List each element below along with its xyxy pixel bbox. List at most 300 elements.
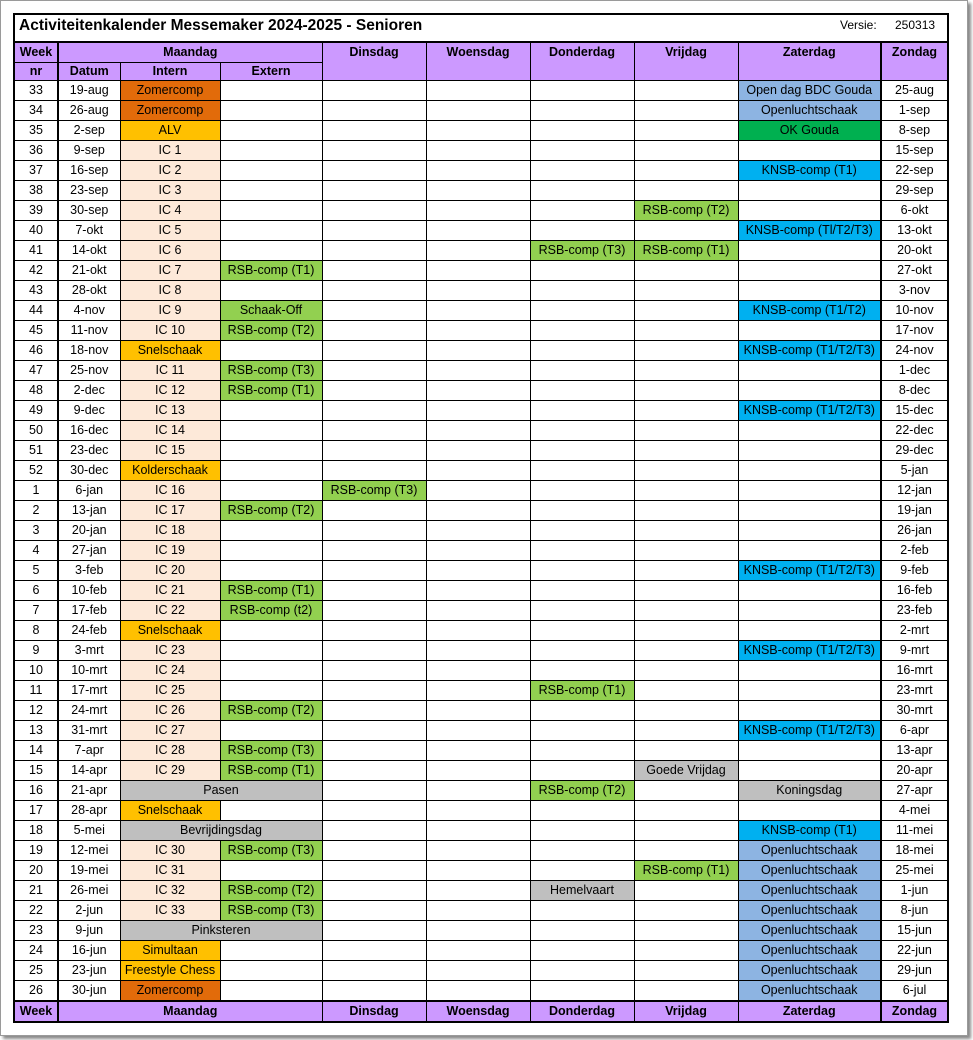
week-cell: 38 [14,181,58,201]
zaterdag-cell: Openluchtschaak [738,901,881,921]
week-cell: 35 [14,121,58,141]
zaterdag-cell: KNSB-comp (T1/T2/T3) [738,401,881,421]
zondag-cell: 1-jun [881,881,948,901]
datum-cell: 26-aug [58,101,120,121]
woensdag-cell [426,241,530,261]
vrijdag-cell [634,481,738,501]
woensdag-cell [426,421,530,441]
table-row [14,81,948,101]
donderdag-cell [530,861,634,881]
donderdag-cell [530,481,634,501]
week-cell: 1 [14,481,58,501]
zondag-cell: 10-nov [881,301,948,321]
week-cell: 25 [14,961,58,981]
dinsdag-cell [322,701,426,721]
datum-cell: 23-dec [58,441,120,461]
datum-cell: 21-okt [58,261,120,281]
woensdag-cell [426,761,530,781]
table-row [14,961,948,981]
woensdag-cell [426,801,530,821]
zondag-cell: 27-okt [881,261,948,281]
datum-cell: 5-mei [58,821,120,841]
woensdag-cell [426,521,530,541]
woensdag-cell [426,641,530,661]
donderdag-cell [530,601,634,621]
woensdag-cell [426,401,530,421]
zondag-cell: 23-feb [881,601,948,621]
dinsdag-cell [322,161,426,181]
table-row [14,301,948,321]
donderdag-cell [530,761,634,781]
donderdag-cell [530,181,634,201]
extern-cell [220,141,322,161]
woensdag-cell [426,381,530,401]
woensdag-cell [426,121,530,141]
intern-cell: IC 11 [120,361,220,381]
datum-cell: 4-nov [58,301,120,321]
extern-cell [220,281,322,301]
zondag-cell: 8-dec [881,381,948,401]
dinsdag-cell [322,321,426,341]
version-value: 250313 [895,18,936,32]
datum-cell: 10-mrt [58,661,120,681]
vrijdag-cell: RSB-comp (T1) [634,861,738,881]
dinsdag-cell [322,341,426,361]
donderdag-cell [530,901,634,921]
extern-cell: Schaak-Off [220,301,322,321]
donderdag-cell [530,341,634,361]
intern-cell: IC 18 [120,521,220,541]
zondag-header: Zondag [881,42,948,81]
woensdag-cell [426,141,530,161]
intern-cell: IC 29 [120,761,220,781]
donderdag-cell [530,621,634,641]
zondag-footer: Zondag [881,1001,948,1022]
zaterdag-cell: Openluchtschaak [738,841,881,861]
donderdag-cell [530,921,634,941]
table-row [14,421,948,441]
vrijdag-cell: RSB-comp (T1) [634,241,738,261]
week-cell: 11 [14,681,58,701]
zondag-cell: 6-okt [881,201,948,221]
woensdag-cell [426,341,530,361]
extern-cell: RSB-comp (T2) [220,321,322,341]
dinsdag-cell [322,681,426,701]
week-cell: 13 [14,721,58,741]
donderdag-cell: RSB-comp (T3) [530,241,634,261]
intern-cell: IC 13 [120,401,220,421]
datum-cell: 24-feb [58,621,120,641]
woensdag-cell [426,861,530,881]
extern-cell: RSB-comp (T3) [220,361,322,381]
table-row [14,321,948,341]
table-row [14,361,948,381]
vrijdag-cell [634,421,738,441]
week-cell: 43 [14,281,58,301]
extern-cell: RSB-comp (T1) [220,381,322,401]
table-row [14,521,948,541]
datum-cell: 11-nov [58,321,120,341]
zondag-cell: 8-sep [881,121,948,141]
intern-cell: IC 20 [120,561,220,581]
zondag-cell: 22-sep [881,161,948,181]
donderdag-cell [530,201,634,221]
zondag-cell: 18-mei [881,841,948,861]
datum-cell: 23-sep [58,181,120,201]
zaterdag-cell [738,441,881,461]
woensdag-cell [426,941,530,961]
intern-cell: IC 22 [120,601,220,621]
extern-cell [220,401,322,421]
donderdag-cell [530,381,634,401]
woensdag-cell [426,201,530,221]
dinsdag-cell [322,221,426,241]
table-row [14,241,948,261]
woensdag-cell [426,921,530,941]
dinsdag-cell [322,141,426,161]
datum-cell: 14-apr [58,761,120,781]
woensdag-cell [426,161,530,181]
table-row [14,721,948,741]
title-bar [13,13,949,41]
table-row [14,681,948,701]
zondag-cell: 25-aug [881,81,948,101]
vrijdag-cell [634,81,738,101]
zondag-cell: 19-jan [881,501,948,521]
zaterdag-cell [738,321,881,341]
zondag-cell: 9-feb [881,561,948,581]
woensdag-cell [426,441,530,461]
donderdag-cell [530,81,634,101]
woensdag-cell [426,701,530,721]
intern-cell: Freestyle Chess [120,961,220,981]
intern-cell: Snelschaak [120,341,220,361]
dinsdag-cell [322,81,426,101]
datum-cell: 7-okt [58,221,120,241]
dinsdag-cell [322,541,426,561]
zaterdag-cell: Openluchtschaak [738,101,881,121]
extern-cell [220,961,322,981]
zaterdag-cell: KNSB-comp (Tl/T2/T3) [738,221,881,241]
nr-header: nr [14,63,58,81]
extern-cell [220,461,322,481]
extern-cell: RSB-comp (t2) [220,601,322,621]
week-cell: 24 [14,941,58,961]
vrijdag-cell [634,501,738,521]
datum-cell: 9-dec [58,401,120,421]
table-row [14,281,948,301]
dinsdag-header: Dinsdag [322,42,426,81]
donderdag-cell [530,521,634,541]
vrijdag-cell [634,321,738,341]
zaterdag-cell: Openluchtschaak [738,861,881,881]
intern-cell: IC 10 [120,321,220,341]
donderdag-cell [530,141,634,161]
zondag-cell: 4-mei [881,801,948,821]
donderdag-cell [530,121,634,141]
intern-cell: Zomercomp [120,981,220,1002]
woensdag-cell [426,961,530,981]
datum-cell: 3-feb [58,561,120,581]
table-row [14,761,948,781]
table-row [14,661,948,681]
datum-cell: 23-jun [58,961,120,981]
intern-cell: IC 12 [120,381,220,401]
woensdag-cell [426,661,530,681]
vrijdag-cell [634,581,738,601]
intern-cell: IC 28 [120,741,220,761]
vrijdag-cell [634,141,738,161]
donderdag-cell [530,501,634,521]
intern-cell: Kolderschaak [120,461,220,481]
donderdag-cell [530,441,634,461]
dinsdag-footer: Dinsdag [322,1001,426,1022]
woensdag-cell [426,481,530,501]
dinsdag-cell [322,661,426,681]
dinsdag-cell [322,801,426,821]
datum-cell: 30-dec [58,461,120,481]
intern-cell: IC 3 [120,181,220,201]
vrijdag-cell [634,521,738,541]
datum-cell: 30-jun [58,981,120,1002]
datum-cell: 13-jan [58,501,120,521]
vrijdag-cell [634,661,738,681]
donderdag-cell [530,221,634,241]
zondag-cell: 29-jun [881,961,948,981]
zaterdag-cell: Openluchtschaak [738,941,881,961]
datum-cell: 28-apr [58,801,120,821]
woensdag-cell [426,461,530,481]
holiday-cell: Pasen [120,781,322,801]
dinsdag-cell [322,461,426,481]
intern-cell: IC 30 [120,841,220,861]
woensdag-cell [426,361,530,381]
vrijdag-cell [634,621,738,641]
donderdag-cell: Hemelvaart [530,881,634,901]
intern-cell: IC 1 [120,141,220,161]
donderdag-cell [530,641,634,661]
dinsdag-cell [322,181,426,201]
week-cell: 20 [14,861,58,881]
table-row [14,221,948,241]
table-row [14,981,948,1002]
intern-cell: IC 32 [120,881,220,901]
vrijdag-cell [634,221,738,241]
datum-cell: 27-jan [58,541,120,561]
zaterdag-cell: Koningsdag [738,781,881,801]
dinsdag-cell [322,421,426,441]
extern-cell [220,681,322,701]
dinsdag-cell [322,601,426,621]
week-cell: 5 [14,561,58,581]
dinsdag-cell [322,721,426,741]
donderdag-footer: Donderdag [530,1001,634,1022]
table-row [14,581,948,601]
week-cell: 23 [14,921,58,941]
vrijdag-cell [634,741,738,761]
donderdag-cell [530,581,634,601]
woensdag-cell [426,601,530,621]
intern-cell: IC 25 [120,681,220,701]
vrijdag-footer: Vrijdag [634,1001,738,1022]
datum-cell: 19-mei [58,861,120,881]
extern-cell [220,641,322,661]
week-cell: 2 [14,501,58,521]
extern-cell: RSB-comp (T2) [220,881,322,901]
datum-cell: 17-mrt [58,681,120,701]
datum-cell: 19-aug [58,81,120,101]
header-row-1 [14,42,948,63]
table-row [14,641,948,661]
extern-header: Extern [220,63,322,81]
donderdag-cell [530,541,634,561]
zaterdag-cell: KNSB-comp (T1/T2/T3) [738,721,881,741]
week-cell: 14 [14,741,58,761]
intern-cell: IC 31 [120,861,220,881]
zaterdag-cell [738,481,881,501]
zondag-cell: 2-feb [881,541,948,561]
extern-cell: RSB-comp (T1) [220,581,322,601]
table-row [14,821,948,841]
vrijdag-cell [634,721,738,741]
week-cell: 50 [14,421,58,441]
zondag-cell: 9-mrt [881,641,948,661]
dinsdag-cell [322,561,426,581]
donderdag-cell [530,161,634,181]
table-row [14,561,948,581]
zondag-cell: 1-sep [881,101,948,121]
zaterdag-cell [738,501,881,521]
week-cell: 34 [14,101,58,121]
zondag-cell: 27-apr [881,781,948,801]
week-cell: 26 [14,981,58,1002]
table-row [14,541,948,561]
extern-cell [220,161,322,181]
vrijdag-cell [634,261,738,281]
vrijdag-cell [634,281,738,301]
extern-cell [220,561,322,581]
vrijdag-cell [634,941,738,961]
donderdag-cell [530,721,634,741]
donderdag-cell [530,401,634,421]
week-cell: 39 [14,201,58,221]
vrijdag-cell [634,921,738,941]
table-row [14,381,948,401]
extern-cell: RSB-comp (T2) [220,701,322,721]
intern-cell: IC 21 [120,581,220,601]
week-cell: 9 [14,641,58,661]
version-label: Versie: [840,18,877,32]
zaterdag-cell: Openluchtschaak [738,981,881,1002]
zondag-cell: 23-mrt [881,681,948,701]
table-row [14,841,948,861]
extern-cell: RSB-comp (T2) [220,501,322,521]
zondag-cell: 15-sep [881,141,948,161]
extern-cell [220,441,322,461]
datum-cell: 7-apr [58,741,120,761]
zaterdag-cell: KNSB-comp (T1/T2/T3) [738,641,881,661]
extern-cell [220,661,322,681]
extern-cell: RSB-comp (T1) [220,261,322,281]
week-cell: 18 [14,821,58,841]
calendar-body [14,42,948,1001]
week-cell: 22 [14,901,58,921]
vrijdag-cell [634,641,738,661]
intern-cell: IC 33 [120,901,220,921]
extern-cell: RSB-comp (T3) [220,901,322,921]
week-cell: 19 [14,841,58,861]
woensdag-cell [426,721,530,741]
woensdag-cell [426,101,530,121]
table-row [14,461,948,481]
datum-cell: 21-apr [58,781,120,801]
woensdag-cell [426,741,530,761]
table-row [14,801,948,821]
zondag-cell: 15-dec [881,401,948,421]
datum-cell: 28-okt [58,281,120,301]
vrijdag-cell [634,841,738,861]
zaterdag-cell [738,261,881,281]
vrijdag-cell [634,601,738,621]
intern-cell: IC 26 [120,701,220,721]
calendar-table [13,41,949,1023]
woensdag-cell [426,501,530,521]
week-cell: 6 [14,581,58,601]
table-row [14,741,948,761]
woensdag-cell [426,561,530,581]
woensdag-cell [426,81,530,101]
woensdag-cell [426,621,530,641]
zondag-cell: 15-jun [881,921,948,941]
datum-cell: 16-jun [58,941,120,961]
extern-cell [220,801,322,821]
table-row [14,441,948,461]
zondag-cell: 6-jul [881,981,948,1002]
table-row [14,481,948,501]
table-row [14,601,948,621]
footer-row [14,1001,948,1022]
intern-cell: IC 4 [120,201,220,221]
zaterdag-cell [738,421,881,441]
dinsdag-cell [322,621,426,641]
woensdag-cell [426,681,530,701]
vrijdag-cell [634,901,738,921]
zaterdag-header: Zaterdag [738,42,881,81]
zaterdag-cell: KNSB-comp (T1) [738,821,881,841]
datum-cell: 16-sep [58,161,120,181]
datum-cell: 9-jun [58,921,120,941]
intern-cell: ALV [120,121,220,141]
extern-cell [220,101,322,121]
week-cell: 44 [14,301,58,321]
datum-cell: 31-mrt [58,721,120,741]
table-row [14,781,948,801]
extern-cell [220,81,322,101]
week-cell: 37 [14,161,58,181]
datum-cell: 16-dec [58,421,120,441]
intern-cell: IC 17 [120,501,220,521]
week-cell: 40 [14,221,58,241]
table-row [14,921,948,941]
intern-cell: IC 7 [120,261,220,281]
dinsdag-cell [322,641,426,661]
dinsdag-cell [322,941,426,961]
intern-cell: IC 15 [120,441,220,461]
week-cell: 46 [14,341,58,361]
zaterdag-cell [738,381,881,401]
dinsdag-cell [322,861,426,881]
vrijdag-cell [634,161,738,181]
